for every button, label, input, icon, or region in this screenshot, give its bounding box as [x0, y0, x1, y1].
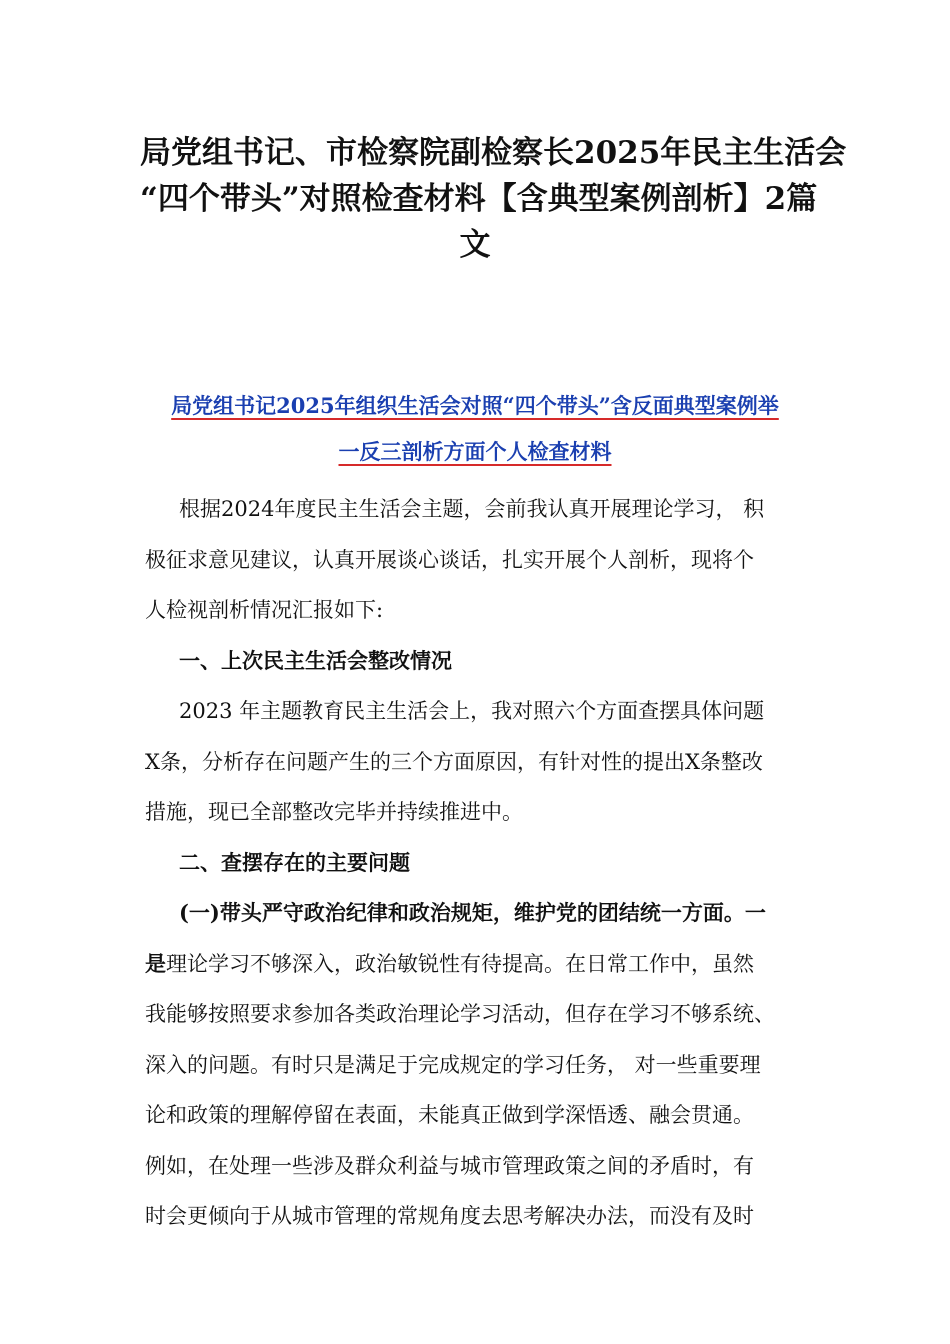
document-body	[145, 484, 810, 1242]
subtitle-line	[140, 383, 810, 429]
section-heading: 二、查摆存在的主要问题	[179, 849, 410, 875]
body-line: 例如，在处理一些涉及群众利益与城市管理政策之间的矛盾时，有	[145, 1153, 754, 1178]
title-line: 局党组书记、市检察院副检察长2025年民主生活会	[140, 135, 847, 171]
body-line-rest: 理论学习不够深入，政治敏锐性有待提高。在日常工作中，虽然	[166, 951, 754, 976]
subsection-heading: (一)带头严守政治纪律和政治规矩，维护党的团结统一方面。一	[179, 900, 766, 925]
title-line: 文	[459, 227, 491, 263]
subtitle-text: 局党组书记2025年组织生活会对照“四个带头”含反面典型案例举	[171, 393, 779, 418]
title-line: “四个带头”对照检查材料【含典型案例剖析】2篇	[140, 181, 818, 217]
body-line: 措施，现已全部整改完毕并持续推进中。	[145, 800, 523, 824]
body-line: 时会更倾向于从城市管理的常规角度去思考解决办法，而没有及时	[145, 1204, 754, 1228]
body-line: 2023 年主题教育民主生活会上，我对照六个方面查摆具体问题	[179, 699, 765, 723]
body-line: X条，分析存在问题产生的三个方面原因，有针对性的提出X条整改	[145, 749, 763, 774]
bold-marker: 是	[145, 950, 166, 976]
body-line: 根据2024年度民主生活会主题，会前我认真开展理论学习， 积	[179, 497, 765, 521]
section-heading: 一、上次民主生活会整改情况	[179, 647, 452, 673]
section-subtitle	[140, 383, 810, 475]
body-line: 我能够按照要求参加各类政治理论学习活动，但存在学习不够系统、	[145, 1002, 775, 1026]
body-line: 深入的问题。有时只是满足于完成规定的学习任务， 对一些重要理	[145, 1052, 761, 1077]
body-line-mixed	[145, 939, 810, 990]
subtitle-text: 一反三剖析方面个人检查材料	[338, 439, 612, 464]
body-line: 论和政策的理解停留在表面，未能真正做到学深悟透、融会贯通。	[145, 1103, 754, 1127]
subtitle-line	[140, 429, 810, 475]
body-line: 极征求意见建议，认真开展谈心谈话，扎实开展个人剖析，现将个	[145, 547, 754, 572]
body-line: 人检视剖析情况汇报如下:	[145, 598, 384, 622]
document-title	[140, 130, 847, 268]
